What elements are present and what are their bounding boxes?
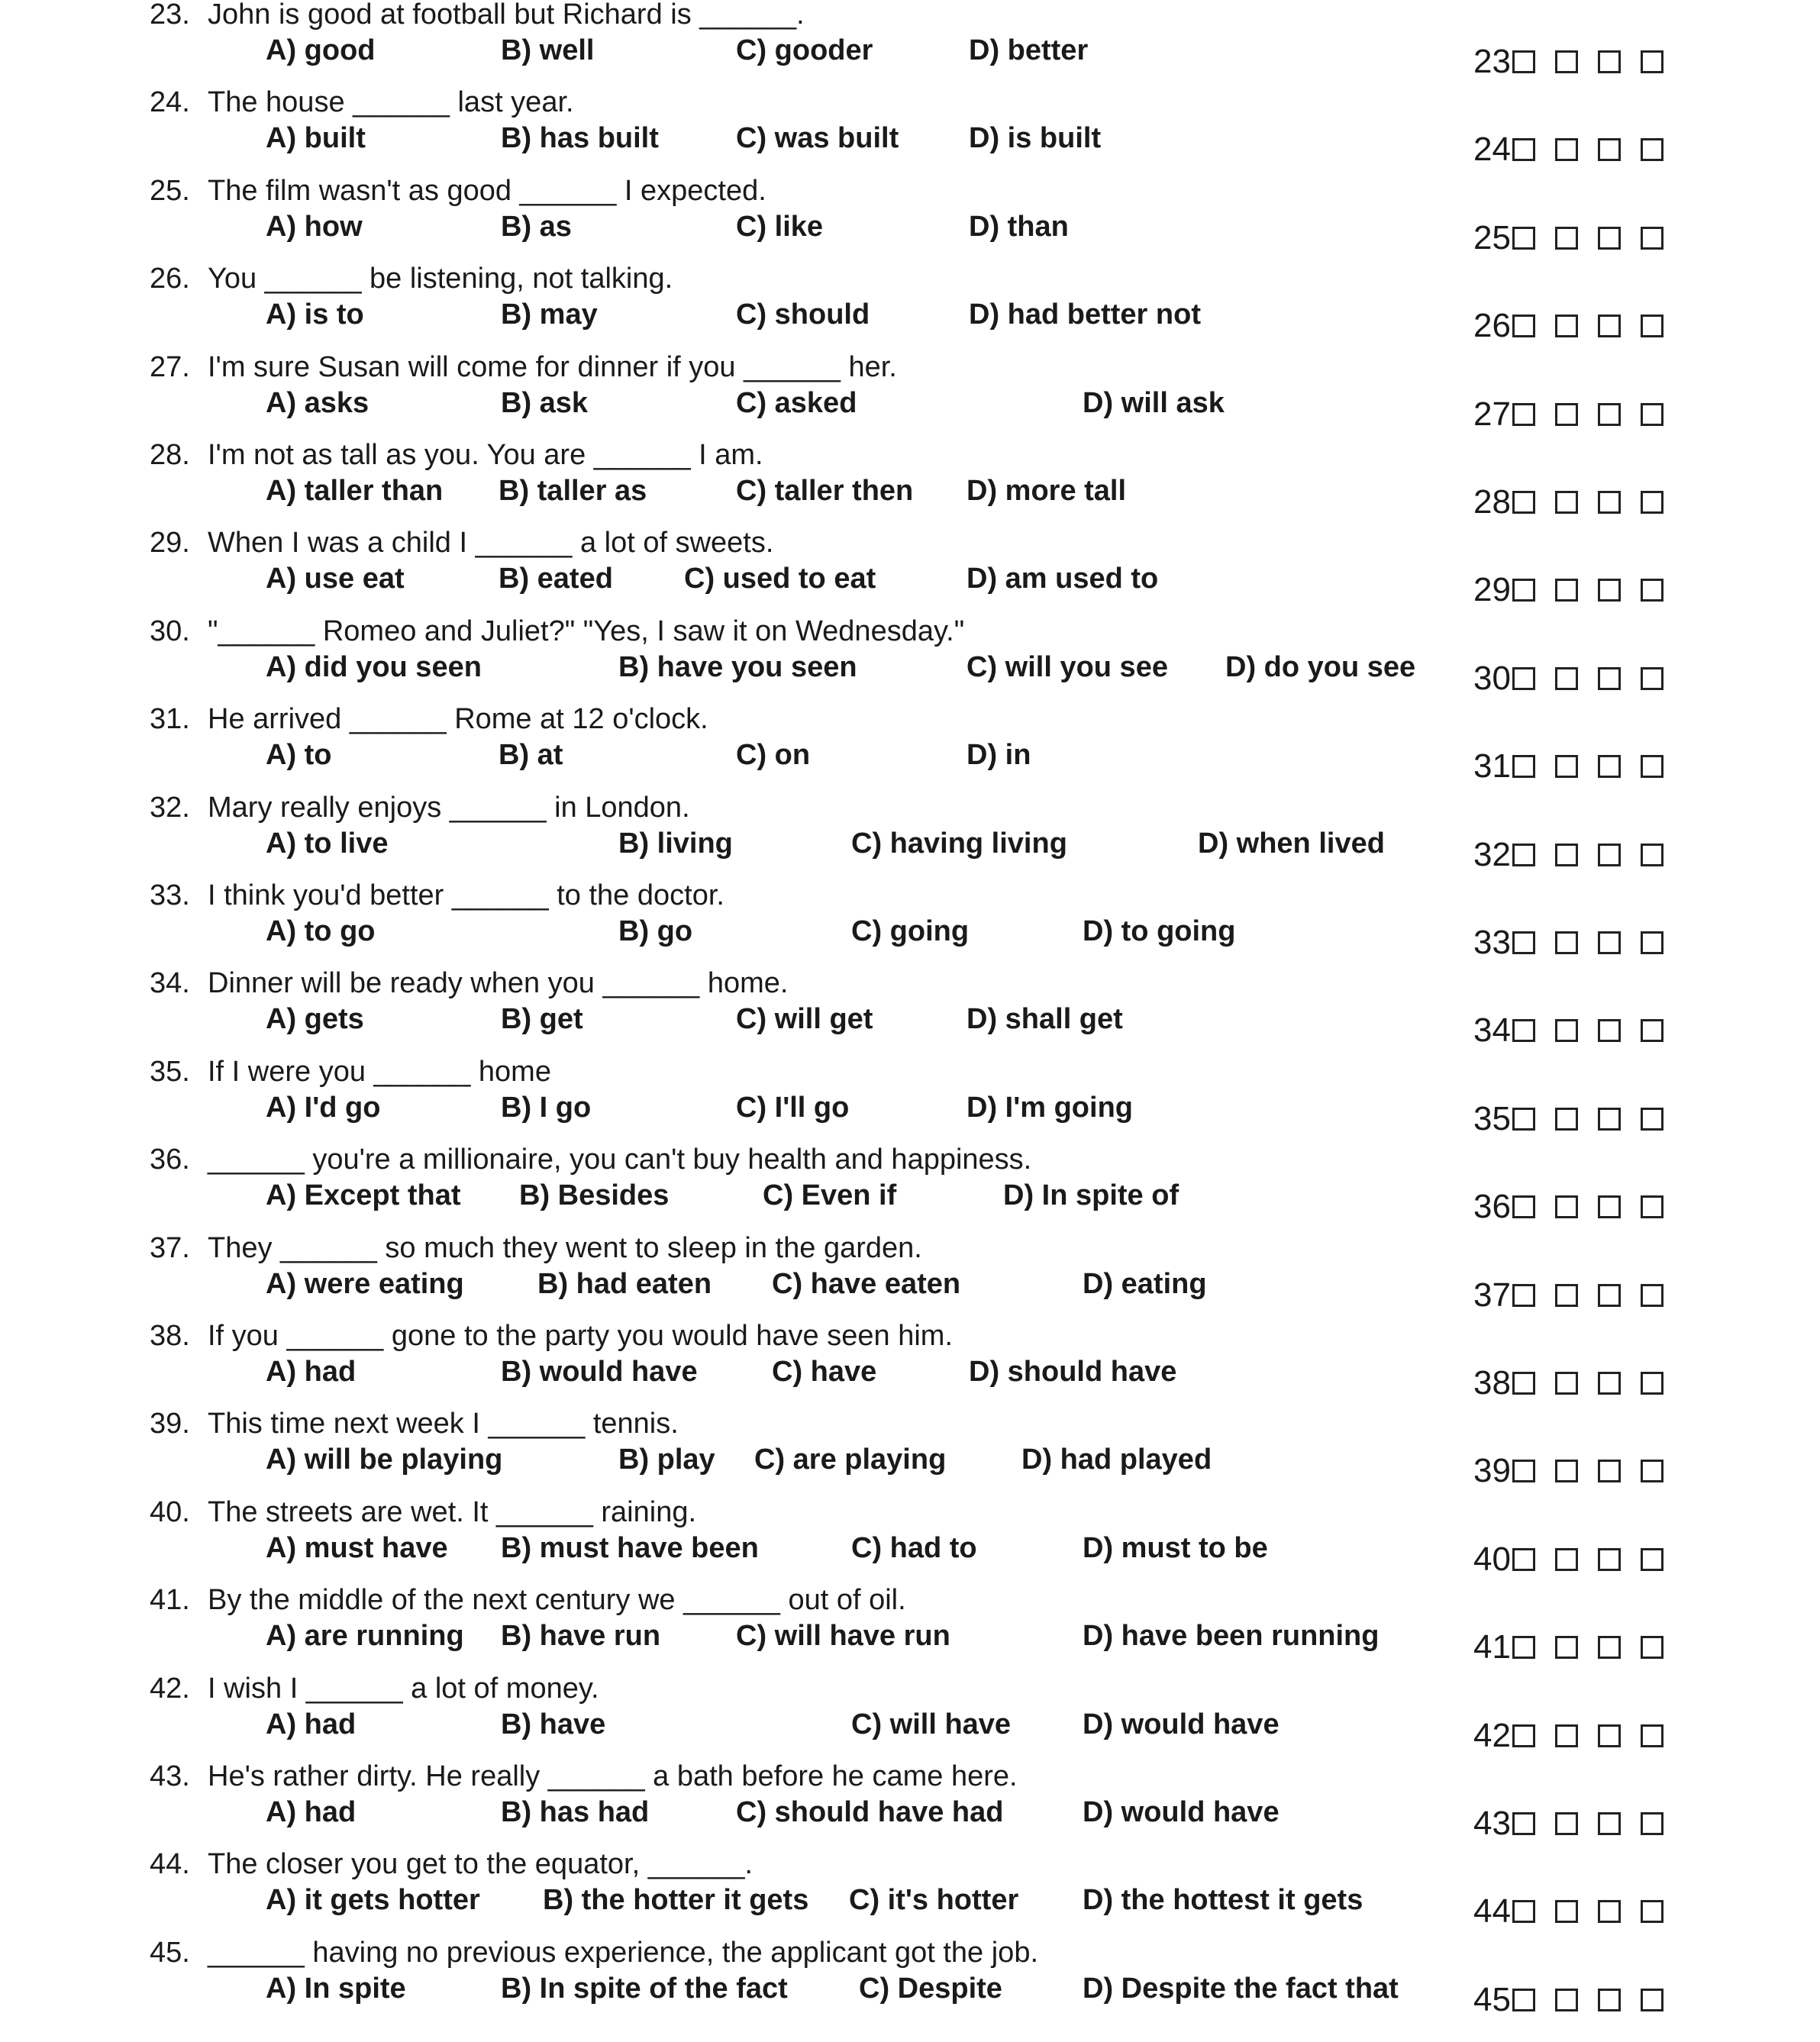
question-number: 42. <box>150 1672 190 1705</box>
answer-option: C) will you see <box>966 650 1168 683</box>
answer-boxes <box>1473 1276 1683 1315</box>
answer-boxes <box>1473 1188 1683 1226</box>
answer-checkbox[interactable] <box>1512 315 1535 337</box>
answer-number: 39 <box>1473 1452 1511 1490</box>
answer-option: A) will be playing <box>266 1444 503 1476</box>
question-number: 23. <box>150 0 190 31</box>
answer-number: 28 <box>1473 483 1511 521</box>
answer-checkbox[interactable] <box>1598 50 1621 73</box>
question-stem: If you ______ gone to the party you would have seen him. <box>208 1320 953 1352</box>
answer-option: D) to going <box>1083 915 1236 947</box>
answer-boxes <box>1473 1364 1683 1402</box>
answer-option: D) would have <box>1083 1796 1279 1828</box>
answer-checkbox[interactable] <box>1512 579 1535 602</box>
answer-boxes <box>1473 1892 1683 1931</box>
answer-checkbox[interactable] <box>1555 931 1578 954</box>
answer-checkbox[interactable] <box>1555 1019 1578 1042</box>
answer-checkbox[interactable] <box>1555 1812 1578 1835</box>
answer-option: C) will get <box>736 1003 873 1036</box>
answer-option: D) shall get <box>966 1003 1123 1036</box>
answer-option: B) has had <box>501 1796 650 1828</box>
answer-checkbox[interactable] <box>1555 1284 1578 1307</box>
answer-checkbox[interactable] <box>1641 1195 1663 1218</box>
answer-checkbox[interactable] <box>1555 1108 1578 1131</box>
question-stem: John is good at football but Richard is ______. <box>208 0 805 31</box>
answer-checkbox[interactable] <box>1512 755 1535 778</box>
answer-checkbox[interactable] <box>1512 1108 1535 1131</box>
question-stem: The closer you get to the equator, ______. <box>208 1848 753 1881</box>
answer-option: C) was built <box>736 122 899 155</box>
answer-option: D) Despite the fact that <box>1083 1972 1399 2005</box>
answer-checkbox[interactable] <box>1598 1548 1621 1571</box>
answer-option: B) living <box>618 827 733 860</box>
answer-checkbox[interactable] <box>1555 403 1578 426</box>
answer-number: 31 <box>1473 747 1511 786</box>
answer-option: A) Except that <box>266 1179 461 1212</box>
answer-boxes <box>1473 483 1683 521</box>
answer-checkbox[interactable] <box>1641 1724 1663 1747</box>
answer-option: A) had <box>266 1708 357 1740</box>
answer-checkbox[interactable] <box>1598 1724 1621 1747</box>
answer-option: B) at <box>499 739 563 772</box>
answer-option: D) am used to <box>966 563 1159 595</box>
answer-boxes <box>1473 1717 1683 1755</box>
answer-option: A) gets <box>266 1003 364 1036</box>
answer-boxes <box>1473 307 1683 345</box>
question-item <box>0 1232 1820 1320</box>
answer-checkbox[interactable] <box>1598 403 1621 426</box>
question-number: 25. <box>150 174 190 207</box>
answer-option: D) do you see <box>1225 650 1416 683</box>
question-number: 26. <box>150 263 190 295</box>
answer-checkbox[interactable] <box>1555 315 1578 337</box>
question-item <box>0 86 1820 174</box>
answer-boxes <box>1473 43 1683 81</box>
answer-option: B) ask <box>501 386 589 419</box>
question-number: 43. <box>150 1760 190 1792</box>
answer-option: B) have <box>501 1708 606 1740</box>
answer-option: C) taller then <box>736 475 914 507</box>
answer-checkbox[interactable] <box>1512 1195 1535 1218</box>
answer-checkbox[interactable] <box>1555 1548 1578 1571</box>
question-item <box>0 527 1820 615</box>
answer-checkbox[interactable] <box>1555 50 1578 73</box>
question-number: 39. <box>150 1408 190 1440</box>
answer-boxes <box>1473 395 1683 434</box>
answer-number: 42 <box>1473 1716 1511 1754</box>
answer-checkbox[interactable] <box>1512 1372 1535 1395</box>
answer-checkbox[interactable] <box>1641 844 1663 866</box>
answer-checkbox[interactable] <box>1641 1812 1663 1835</box>
answer-option: B) have you seen <box>618 650 857 683</box>
question-item <box>0 1584 1820 1672</box>
answer-option: A) must have <box>266 1531 448 1564</box>
answer-checkbox[interactable] <box>1641 491 1663 514</box>
answer-number: 40 <box>1473 1540 1511 1578</box>
question-stem: Dinner will be ready when you ______ home. <box>208 967 789 1000</box>
answer-option: A) it gets hotter <box>266 1884 480 1917</box>
question-number: 36. <box>150 1144 190 1176</box>
answer-number: 45 <box>1473 1980 1511 2018</box>
answer-checkbox[interactable] <box>1598 1460 1621 1482</box>
question-stem: The streets are wet. It ______ raining. <box>208 1495 697 1528</box>
answer-boxes <box>1473 1805 1683 1843</box>
question-number: 44. <box>150 1848 190 1881</box>
answer-checkbox[interactable] <box>1641 931 1663 954</box>
answer-checkbox[interactable] <box>1641 1989 1663 2011</box>
answer-option: C) going <box>851 915 970 947</box>
answer-checkbox[interactable] <box>1555 138 1578 161</box>
answer-checkbox[interactable] <box>1512 50 1535 73</box>
answer-number: 44 <box>1473 1892 1511 1931</box>
answer-option: C) having living <box>851 827 1067 860</box>
answer-checkbox[interactable] <box>1512 1548 1535 1571</box>
answer-checkbox[interactable] <box>1598 1019 1621 1042</box>
question-number: 34. <box>150 967 190 1000</box>
question-item <box>0 1673 1820 1760</box>
answer-option: C) asked <box>736 386 857 419</box>
answer-option: D) have been running <box>1083 1620 1380 1653</box>
answer-checkbox[interactable] <box>1641 315 1663 337</box>
question-item <box>0 967 1820 1055</box>
answer-checkbox[interactable] <box>1512 844 1535 866</box>
answer-checkbox[interactable] <box>1598 315 1621 337</box>
question-stem: When I was a child I ______ a lot of sweets. <box>208 527 774 560</box>
answer-number: 36 <box>1473 1188 1511 1226</box>
question-stem: I wish I ______ a lot of money. <box>208 1672 599 1705</box>
answer-option: C) used to eat <box>684 563 876 595</box>
answer-checkbox[interactable] <box>1641 1108 1663 1131</box>
answer-checkbox[interactable] <box>1555 1372 1578 1395</box>
answer-option: D) more tall <box>966 475 1127 507</box>
answer-option: B) as <box>501 210 572 243</box>
answer-checkbox[interactable] <box>1512 1636 1535 1659</box>
answer-boxes <box>1473 571 1683 609</box>
answer-option: D) better <box>969 34 1089 66</box>
question-number: 33. <box>150 879 190 911</box>
answer-boxes <box>1473 219 1683 257</box>
answer-option: B) well <box>501 34 595 66</box>
question-number: 35. <box>150 1055 190 1088</box>
question-stem: The house ______ last year. <box>208 86 574 119</box>
answer-option: C) are playing <box>754 1444 947 1476</box>
answer-checkbox[interactable] <box>1598 1636 1621 1659</box>
answer-checkbox[interactable] <box>1641 1900 1663 1923</box>
question-item <box>0 1320 1820 1408</box>
answer-option: B) taller as <box>499 475 647 507</box>
answer-checkbox[interactable] <box>1598 755 1621 778</box>
question-stem: Mary really enjoys ______ in London. <box>208 791 690 824</box>
answer-option: A) to <box>266 739 332 772</box>
answer-checkbox[interactable] <box>1598 1989 1621 2011</box>
question-stem: If I were you ______ home <box>208 1055 551 1088</box>
answer-checkbox[interactable] <box>1598 1812 1621 1835</box>
answer-checkbox[interactable] <box>1641 1284 1663 1307</box>
question-number: 30. <box>150 615 190 647</box>
question-item <box>0 615 1820 703</box>
answer-boxes <box>1473 836 1683 874</box>
answer-checkbox[interactable] <box>1598 227 1621 250</box>
answer-option: A) I'd go <box>266 1091 381 1124</box>
question-item <box>0 1760 1820 1848</box>
answer-number: 34 <box>1473 1011 1511 1050</box>
answer-option: C) I'll go <box>736 1091 850 1124</box>
answer-option: A) are running <box>266 1620 464 1653</box>
question-item <box>0 0 1820 86</box>
answer-option: D) in <box>966 739 1031 772</box>
answer-option: B) Besides <box>519 1179 670 1212</box>
answer-checkbox[interactable] <box>1512 1812 1535 1835</box>
answer-checkbox[interactable] <box>1512 403 1535 426</box>
question-item <box>0 263 1820 350</box>
question-stem: He's rather dirty. He really ______ a bath before he came here. <box>208 1760 1018 1792</box>
answer-option: B) I go <box>501 1091 592 1124</box>
answer-checkbox[interactable] <box>1512 227 1535 250</box>
answer-option: B) eated <box>499 563 613 595</box>
answer-checkbox[interactable] <box>1598 138 1621 161</box>
answer-checkbox[interactable] <box>1641 1548 1663 1571</box>
question-item <box>0 1937 1820 2024</box>
answer-option: B) may <box>501 298 598 331</box>
answer-checkbox[interactable] <box>1598 844 1621 866</box>
answer-option: A) were eating <box>266 1267 464 1300</box>
answer-checkbox[interactable] <box>1512 667 1535 690</box>
question-item <box>0 1144 1820 1231</box>
answer-option: D) had better not <box>969 298 1201 331</box>
question-stem: This time next week I ______ tennis. <box>208 1408 679 1440</box>
answer-checkbox[interactable] <box>1512 138 1535 161</box>
answer-option: C) have eaten <box>772 1267 961 1300</box>
answer-option: B) the hotter it gets <box>543 1884 809 1917</box>
question-stem: The film wasn't as good ______ I expected. <box>208 174 766 207</box>
answer-number: 30 <box>1473 659 1511 697</box>
answer-number: 26 <box>1473 307 1511 345</box>
answer-option: D) In spite of <box>1003 1179 1179 1212</box>
answer-option: C) will have run <box>736 1620 950 1653</box>
question-number: 29. <box>150 527 190 560</box>
answer-checkbox[interactable] <box>1555 1989 1578 2011</box>
answer-option: C) will have <box>851 1708 1012 1740</box>
answer-boxes <box>1473 131 1683 169</box>
answer-option: B) play <box>618 1444 715 1476</box>
answer-option: B) have run <box>501 1620 661 1653</box>
answer-option: A) In spite <box>266 1972 406 2005</box>
answer-option: A) did you seen <box>266 650 482 683</box>
answer-number: 27 <box>1473 395 1511 433</box>
answer-option: D) than <box>969 210 1069 243</box>
question-item <box>0 1496 1820 1584</box>
answer-number: 43 <box>1473 1805 1511 1842</box>
question-item <box>0 1408 1820 1495</box>
answer-boxes <box>1473 660 1683 698</box>
answer-number: 41 <box>1473 1628 1511 1666</box>
answer-boxes <box>1473 1100 1683 1138</box>
answer-checkbox[interactable] <box>1555 1460 1578 1482</box>
answer-checkbox[interactable] <box>1598 1900 1621 1923</box>
question-stem: ______ having no previous experience, the applicant got the job. <box>208 1936 1039 1969</box>
answer-boxes <box>1473 1981 1683 2019</box>
answer-option: A) had <box>266 1796 357 1828</box>
question-item <box>0 1056 1820 1144</box>
question-item <box>0 351 1820 439</box>
answer-checkbox[interactable] <box>1598 579 1621 602</box>
question-number: 32. <box>150 791 190 824</box>
answer-checkbox[interactable] <box>1641 227 1663 250</box>
answer-checkbox[interactable] <box>1641 50 1663 73</box>
question-stem: I'm sure Susan will come for dinner if you ______ her. <box>208 350 897 383</box>
question-stem: You ______ be listening, not talking. <box>208 263 673 295</box>
question-stem: He arrived ______ Rome at 12 o'clock. <box>208 703 708 736</box>
answer-option: B) must have been <box>501 1531 759 1564</box>
answer-option: A) use eat <box>266 563 405 595</box>
answer-option: C) should <box>736 298 870 331</box>
answer-option: A) good <box>266 34 376 66</box>
answer-checkbox[interactable] <box>1641 755 1663 778</box>
question-number: 40. <box>150 1495 190 1528</box>
question-number: 45. <box>150 1936 190 1969</box>
answer-option: C) have <box>772 1356 877 1388</box>
answer-option: D) will ask <box>1083 386 1225 419</box>
answer-number: 29 <box>1473 571 1511 609</box>
answer-option: D) I'm going <box>966 1091 1133 1124</box>
answer-checkbox[interactable] <box>1598 1108 1621 1131</box>
answer-option: A) asks <box>266 386 369 419</box>
answer-checkbox[interactable] <box>1555 1195 1578 1218</box>
answer-checkbox[interactable] <box>1512 1460 1535 1482</box>
answer-checkbox[interactable] <box>1512 1019 1535 1042</box>
answer-option: B) has built <box>501 122 659 155</box>
question-number: 28. <box>150 439 190 471</box>
question-stem: By the middle of the next century we ______ out of oil. <box>208 1584 906 1617</box>
answer-checkbox[interactable] <box>1555 1636 1578 1659</box>
answer-checkbox[interactable] <box>1641 1372 1663 1395</box>
answer-checkbox[interactable] <box>1555 1724 1578 1747</box>
answer-checkbox[interactable] <box>1598 667 1621 690</box>
answer-option: C) gooder <box>736 34 873 66</box>
question-number: 31. <box>150 703 190 736</box>
answer-option: D) when lived <box>1198 827 1385 860</box>
answer-option: D) eating <box>1083 1267 1207 1300</box>
answer-number: 24 <box>1473 131 1511 169</box>
answer-option: C) should have had <box>736 1796 1004 1828</box>
question-item <box>0 792 1820 879</box>
answer-option: B) get <box>501 1003 583 1036</box>
answer-option: A) taller than <box>266 475 444 507</box>
answer-option: C) Despite <box>859 1972 1002 2005</box>
answer-boxes <box>1473 1540 1683 1579</box>
answer-checkbox[interactable] <box>1641 579 1663 602</box>
answer-checkbox[interactable] <box>1555 227 1578 250</box>
question-item <box>0 703 1820 791</box>
answer-option: A) to live <box>266 827 389 860</box>
question-stem: "______ Romeo and Juliet?" "Yes, I saw it on Wednesday." <box>208 615 965 647</box>
answer-option: C) on <box>736 739 811 772</box>
answer-checkbox[interactable] <box>1512 1724 1535 1747</box>
answer-option: C) it's hotter <box>849 1884 1019 1917</box>
answer-option: D) is built <box>969 122 1102 155</box>
answer-checkbox[interactable] <box>1512 931 1535 954</box>
question-number: 24. <box>150 86 190 119</box>
answer-number: 25 <box>1473 218 1511 256</box>
question-stem: I'm not as tall as you. You are ______ I am. <box>208 439 763 471</box>
answer-number: 35 <box>1473 1099 1511 1137</box>
answer-number: 32 <box>1473 835 1511 873</box>
question-item <box>0 175 1820 263</box>
answer-checkbox[interactable] <box>1555 1900 1578 1923</box>
answer-checkbox[interactable] <box>1641 1636 1663 1659</box>
question-number: 41. <box>150 1584 190 1617</box>
answer-checkbox[interactable] <box>1555 491 1578 514</box>
answer-option: C) Even if <box>763 1179 897 1212</box>
answer-option: B) would have <box>501 1356 698 1388</box>
answer-option: B) In spite of the fact <box>501 1972 788 2005</box>
answer-boxes <box>1473 924 1683 962</box>
answer-option: A) to go <box>266 915 376 947</box>
question-item <box>0 1848 1820 1936</box>
answer-checkbox[interactable] <box>1555 579 1578 602</box>
answer-number: 38 <box>1473 1364 1511 1402</box>
question-stem: They ______ so much they went to sleep in the garden. <box>208 1231 922 1264</box>
answer-checkbox[interactable] <box>1512 1900 1535 1923</box>
answer-option: D) would have <box>1083 1708 1279 1740</box>
answer-boxes <box>1473 1011 1683 1050</box>
answer-option: A) how <box>266 210 363 243</box>
question-stem: I think you'd better ______ to the doctor. <box>208 879 724 911</box>
answer-option: B) had eaten <box>537 1267 712 1300</box>
question-number: 37. <box>150 1231 190 1264</box>
answer-checkbox[interactable] <box>1641 138 1663 161</box>
answer-option: A) built <box>266 122 366 155</box>
answer-checkbox[interactable] <box>1512 1284 1535 1307</box>
answer-checkbox[interactable] <box>1555 667 1578 690</box>
answer-checkbox[interactable] <box>1641 403 1663 426</box>
question-number: 38. <box>150 1320 190 1352</box>
answer-boxes <box>1473 1628 1683 1666</box>
answer-checkbox[interactable] <box>1512 1989 1535 2011</box>
question-number: 27. <box>150 350 190 383</box>
answer-checkbox[interactable] <box>1512 491 1535 514</box>
answer-option: D) must to be <box>1083 1531 1268 1564</box>
answer-option: B) go <box>618 915 693 947</box>
answer-option: A) had <box>266 1356 357 1388</box>
answer-checkbox[interactable] <box>1555 755 1578 778</box>
answer-checkbox[interactable] <box>1641 1460 1663 1482</box>
question-stem: ______ you're a millionaire, you can't buy health and happiness. <box>208 1144 1032 1176</box>
answer-checkbox[interactable] <box>1641 1019 1663 1042</box>
answer-checkbox[interactable] <box>1555 844 1578 866</box>
answer-boxes <box>1473 1452 1683 1490</box>
answer-option: C) had to <box>851 1531 977 1564</box>
answer-boxes <box>1473 747 1683 786</box>
answer-number: 37 <box>1473 1276 1511 1314</box>
answer-checkbox[interactable] <box>1641 667 1663 690</box>
answer-number: 33 <box>1473 924 1511 961</box>
answer-checkbox[interactable] <box>1598 1195 1621 1218</box>
answer-checkbox[interactable] <box>1598 931 1621 954</box>
answer-number: 23 <box>1473 43 1511 80</box>
answer-option: D) had played <box>1021 1444 1212 1476</box>
question-item <box>0 879 1820 967</box>
answer-checkbox[interactable] <box>1598 1284 1621 1307</box>
answer-checkbox[interactable] <box>1598 1372 1621 1395</box>
answer-option: A) is to <box>266 298 364 331</box>
question-item <box>0 439 1820 527</box>
answer-option: D) the hottest it gets <box>1083 1884 1363 1917</box>
answer-checkbox[interactable] <box>1598 491 1621 514</box>
answer-option: D) should have <box>969 1356 1177 1388</box>
answer-option: C) like <box>736 210 824 243</box>
